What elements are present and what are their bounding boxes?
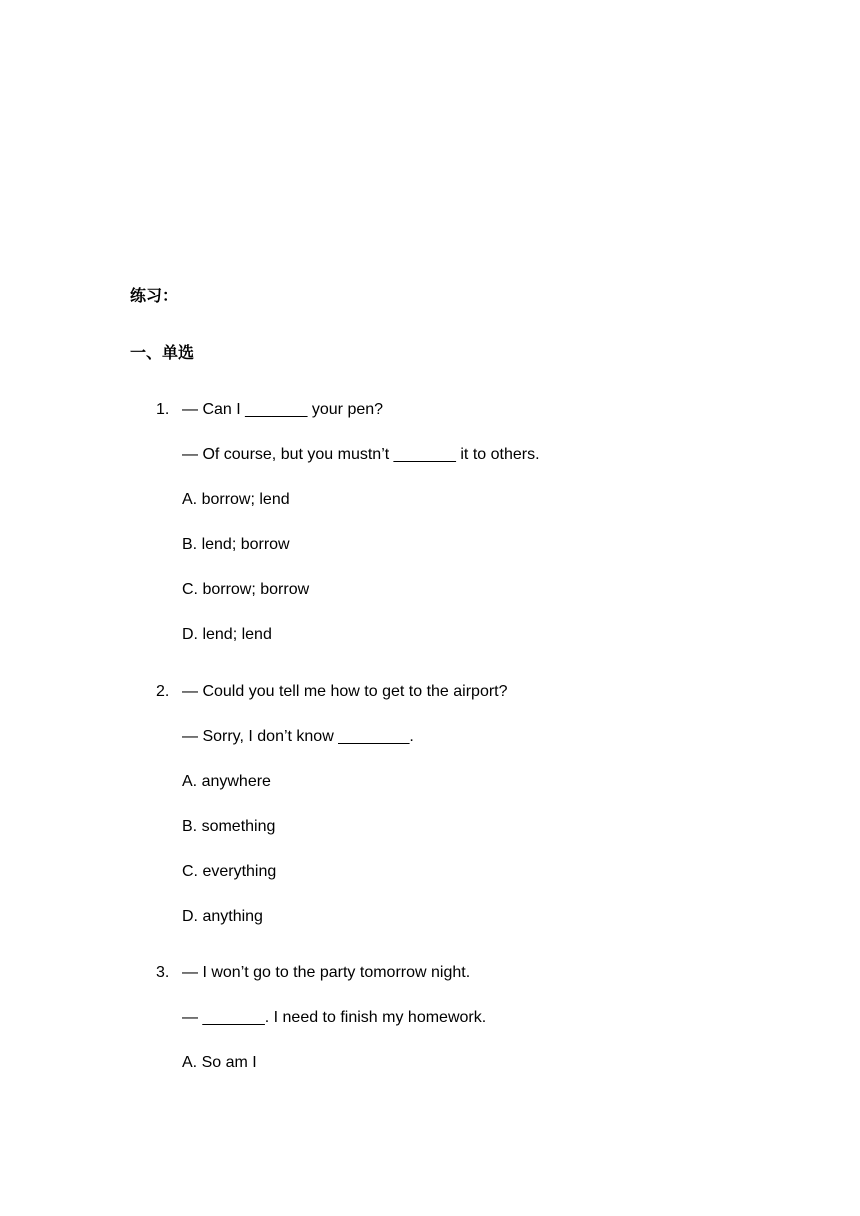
practice-heading: 练习： (130, 288, 179, 305)
question-1-option-c: C. borrow; borrow (182, 581, 310, 598)
question-1-prompt: — Can I _______ your pen? (182, 401, 384, 418)
question-3-option-a: A. So am I (182, 1054, 257, 1071)
question-3-number: 3. (156, 964, 170, 981)
question-2-option-a: A. anywhere (182, 773, 271, 790)
question-2-prompt: — Could you tell me how to get to the airport? (182, 683, 508, 700)
question-2-option-d: D. anything (182, 908, 263, 925)
section-heading: 一、单选 (130, 345, 195, 362)
question-3-prompt: — I won’t go to the party tomorrow night. (182, 964, 471, 981)
question-2-number: 2. (156, 683, 170, 700)
question-2-option-c: C. everything (182, 863, 277, 880)
question-2-option-b: B. something (182, 818, 276, 835)
question-1-reply: — Of course, but you mustn’t _______ it to others. (182, 446, 540, 463)
question-1-option-b: B. lend; borrow (182, 536, 290, 553)
question-1-option-a: A. borrow; lend (182, 491, 290, 508)
question-3-reply: — _______. I need to finish my homework. (182, 1009, 487, 1026)
question-1-number: 1. (156, 401, 170, 418)
question-1-option-d: D. lend; lend (182, 626, 272, 643)
question-2-reply: — Sorry, I don’t know ________. (182, 728, 414, 745)
